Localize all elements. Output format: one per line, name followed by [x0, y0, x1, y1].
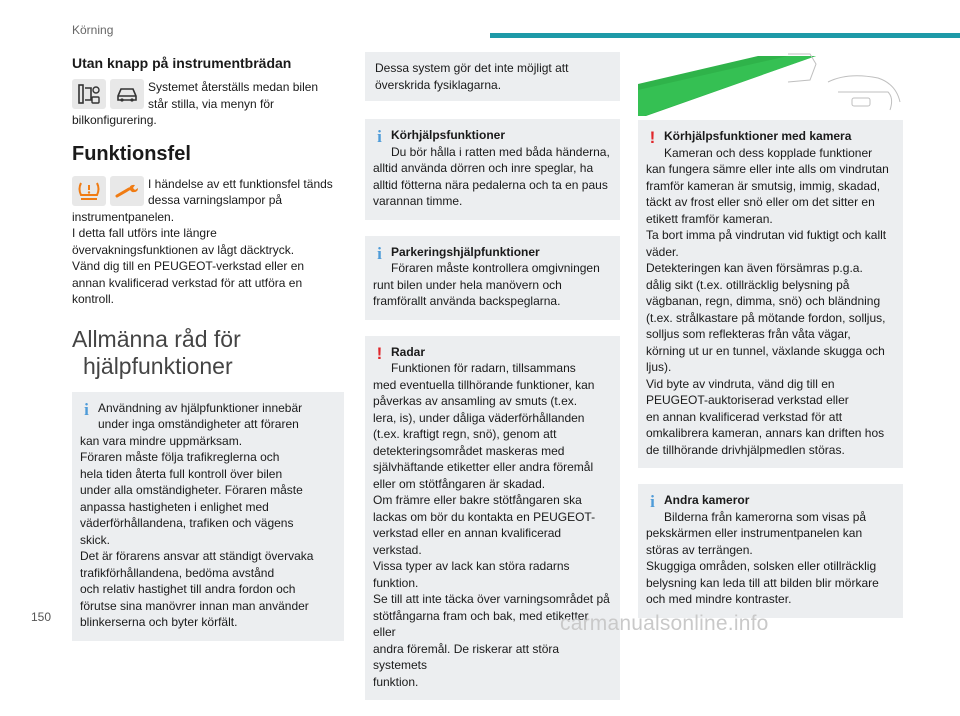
camera-title: Körhjälpsfunktioner med kamera	[664, 129, 852, 143]
warning-icon: !	[649, 128, 656, 147]
drive-text	[373, 127, 612, 210]
text-line: Kameran och dess kopplade funktioner	[664, 145, 873, 160]
info-box-general	[72, 392, 344, 641]
info-icon: i	[377, 243, 382, 263]
camera-lines	[646, 145, 895, 457]
text-line: självhäftande etiketter eller andra föremål	[373, 460, 594, 474]
text-line: omkalibrera kameran, annars kan driften hos	[646, 426, 885, 440]
text-line: lera, is), under dåliga väderförhållanden	[373, 410, 585, 425]
page-number: 150	[31, 610, 52, 624]
text-line: andra föremål. De riskerar att störa systemets	[373, 641, 560, 672]
text-line: Om främre eller bakre stötfångaren ska	[373, 493, 582, 507]
park-lines	[373, 260, 612, 308]
text-line: trafikförhållandena, bedöma avstånd	[80, 565, 275, 580]
tyre-pressure-warning-icon	[72, 176, 106, 206]
fault-text-rest	[72, 209, 344, 308]
text-line: stötfångarna fram och bak, med etiketter eller	[373, 608, 589, 639]
fault-text-line: Vänd dig till en PEUGEOT-verkstad eller en	[72, 259, 305, 273]
reset-text-line: Systemet återställs medan bilen	[148, 80, 319, 94]
text-line: med eventuella tillhörande funktioner, kan	[373, 377, 595, 392]
text-line: en annan kvalificerad verkstad för att	[646, 409, 843, 424]
text-line: (t.ex. strålkastare på mötande fordon, solljus,	[646, 310, 886, 325]
text-line: eller om stötfångaren är skadad.	[373, 476, 546, 491]
text-line: Funktionen för radarn, tillsammans	[391, 361, 576, 375]
text-line: hela tiden återta full kontroll över bilen	[80, 466, 283, 481]
text-line: ljus).	[646, 360, 672, 374]
text-line: belysning kan leda till att bilden blir mörkare	[646, 575, 879, 590]
fault-text-line: I detta fall utförs inte längre	[72, 226, 217, 240]
text-line: alltid använda dörren och inre speglar, ha	[373, 161, 594, 175]
text-line: under inga omständigheter att föraren	[98, 417, 299, 431]
text-line: väderförhållandena, trafiken och vägens	[80, 516, 294, 530]
header-accent-bar	[490, 33, 960, 38]
text-line: kan fungera sämre eller inte alls om vindrutan	[646, 162, 889, 176]
text-line: dålig sikt (t.ex. otillräcklig belysning på	[646, 277, 850, 292]
heading-general-line: hjälpfunktioner	[83, 352, 233, 379]
text-line: runt bilen under hela manövern och	[373, 277, 562, 292]
text-line: detekteringsområdet maskeras med	[373, 443, 565, 458]
text-line: Bilderna från kamerorna som visas på	[664, 509, 867, 524]
park-text	[373, 244, 612, 310]
text-line: Ta bort imma på vindrutan vid fuktigt och kallt	[646, 228, 887, 242]
text-line: (t.ex. kraftigt regn, snö), genom att	[373, 427, 557, 441]
text-line: anpassa hastigheten i enlighet med	[80, 499, 269, 514]
other-cameras-title: Andra kameror	[664, 493, 750, 507]
heading-general-line: Allmänna råd för	[72, 325, 241, 352]
text-line: blinkerserna och byter körfält.	[80, 615, 238, 629]
text-line: och relativ hastighet till andra fordon och	[80, 582, 296, 596]
text-line: solljus som reflekteras från våta vägar,	[646, 327, 851, 341]
text-line: Du bör hålla i ratten med båda händerna,	[391, 144, 610, 159]
text-line: och med mindre kontraster.	[646, 592, 792, 606]
text-line: etikett framför kameran.	[646, 211, 773, 226]
drive-lines	[373, 144, 612, 209]
text-line: kan vara mindre uppmärksam.	[80, 433, 243, 448]
warning-box-radar	[365, 336, 620, 701]
text-line: skick.	[80, 532, 110, 547]
text-line: Se till att inte täcka över varningsområdet på	[373, 592, 610, 606]
heading-no-button: Utan knapp på instrumentbrädan	[72, 55, 292, 71]
fault-text-line: I händelse av ett funktionsfel tänds	[148, 176, 333, 191]
text-line: varannan timme.	[373, 194, 463, 208]
other-cameras-text	[646, 492, 895, 608]
tpms-reset-icon	[72, 79, 106, 109]
warning-box-camera	[638, 120, 903, 468]
physics-box	[365, 52, 620, 101]
header-section: Körning	[72, 23, 114, 37]
text-line: Skuggiga områden, solsken eller otillräcklig	[646, 559, 877, 573]
text-line: framför kameran är smutsig, immig, skadad,	[646, 178, 881, 193]
radar-lines	[373, 360, 612, 689]
camera-text	[646, 128, 895, 458]
text-line: påverkas av ansamling av smuts (t.ex.	[373, 394, 578, 408]
text-line: störas av terrängen.	[646, 542, 753, 557]
reset-text-end: bilkonfigurering.	[72, 113, 157, 127]
text-line: Detekteringen kan även försämras p.g.a.	[646, 261, 863, 275]
heading-general-advice	[72, 326, 344, 380]
text-line: förutse sina manövrer innan man använder	[80, 598, 309, 613]
text-line: täckt av frost eller snö eller om det sitter en	[646, 195, 875, 209]
drive-title: Körhjälpsfunktioner	[391, 128, 506, 142]
column-3	[638, 52, 903, 634]
text-line: PEUGEOT-auktoriserad verkstad eller	[646, 393, 849, 407]
text-line: Vissa typer av lack kan störa radarns funktion.	[373, 559, 570, 590]
fault-text-line: annan kvalificerad verkstad för att utföra en	[72, 275, 303, 290]
text-line: Användning av hjälpfunktioner innebär	[98, 400, 303, 415]
text-line: pekskärmen eller instrumentpanelen kan	[646, 526, 863, 540]
text-line: framförallt använda backspeglarna.	[373, 294, 561, 308]
text-line: de tillhörande drivhjälpmedlen störas.	[646, 442, 845, 457]
text-line: vägbanan, regn, dimma, snö) och bländning	[646, 294, 881, 308]
info-icon: i	[650, 492, 655, 511]
text-line: körning ut ur en tunnel, växlande skugga och	[646, 343, 885, 358]
text-line: Vid byte av vindruta, vänd dig till en	[646, 376, 835, 391]
text-line: Föraren måste kontrollera omgivningen	[391, 261, 600, 275]
park-title: Parkeringshjälpfunktioner	[391, 244, 540, 259]
reset-block	[72, 79, 344, 112]
heading-fault: Funktionsfel	[72, 142, 191, 165]
text-line: överskrida fysiklagarna.	[375, 77, 502, 92]
fault-text-line: övervakningsfunktionen av lågt däcktryck.	[72, 242, 295, 257]
windshield-camera-illustration	[638, 52, 903, 116]
wrench-icon	[110, 176, 144, 206]
text-line: Dessa system gör det inte möjligt att	[375, 61, 569, 75]
column-1	[72, 52, 344, 657]
info-box-text	[80, 400, 336, 631]
other-cameras-lines	[646, 509, 895, 607]
text-line: alltid fötterna nära pedalerna och ta en paus	[373, 177, 608, 192]
watermark: carmanualsonline.info	[560, 612, 769, 635]
text-line: verkstad eller en annan kvalificerad verkstad.	[373, 526, 562, 557]
info-box-drive	[365, 119, 620, 220]
info-icon: i	[377, 127, 382, 146]
text-line: lackas om bör du kontakta en PEUGEOT-	[373, 509, 596, 524]
text-line: väder.	[646, 244, 679, 259]
reset-text-line: står stilla, via menyn för	[148, 96, 275, 111]
fault-text-line: instrumentpanelen.	[72, 209, 175, 224]
radar-title: Radar	[391, 344, 426, 359]
text-line: Föraren måste följa trafikreglerna och	[80, 450, 280, 464]
car-icon	[110, 79, 144, 109]
info-box-park	[365, 236, 620, 320]
fault-text-line: dessa varningslampor på	[148, 193, 283, 207]
physics-text	[375, 60, 610, 93]
fault-text-line: kontroll.	[72, 292, 115, 306]
fault-block	[72, 176, 344, 209]
text-line: funktion.	[373, 674, 419, 689]
info-box-other-cameras	[638, 484, 903, 618]
info-icon: i	[84, 399, 89, 419]
text-line: Det är förarens ansvar att ständigt övervaka	[80, 549, 314, 563]
warning-icon: !	[376, 343, 383, 363]
radar-text	[373, 344, 612, 691]
text-line: under alla omständigheter. Föraren måste	[80, 483, 303, 497]
